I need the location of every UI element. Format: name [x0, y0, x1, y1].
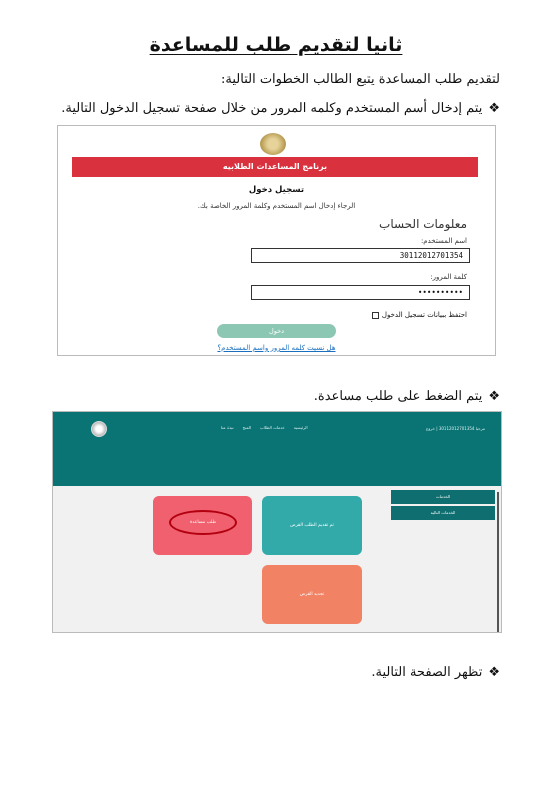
portal-nav — [221, 425, 308, 430]
login-hint: الرجاء إدخال اسم المستخدم وكلمة المرور الخاصة بك. — [197, 202, 356, 210]
password-label: كلمة المرور: — [430, 273, 467, 281]
help-request-label: طلب مساعدة — [169, 510, 237, 535]
diamond-bullet-icon: ❖ — [488, 101, 500, 116]
forgot-password-link[interactable]: هل نسيت كلمه المرور واسم المستخدم؟ — [217, 344, 336, 352]
login-banner: برنامج المساعدات الطلابيه — [72, 157, 478, 177]
diamond-bullet-icon: ❖ — [488, 665, 500, 680]
loan-renew-card[interactable]: تجديد القرض — [262, 565, 362, 624]
nav-item-grants[interactable]: المنح — [242, 425, 252, 430]
login-heading: تسجيل دخول — [248, 185, 305, 195]
remember-me-checkbox[interactable] — [372, 312, 379, 319]
password-field[interactable]: •••••••••• — [251, 285, 470, 300]
step-1 — [61, 101, 500, 116]
intro-text: لتقديم طلب المساعدة يتبع الطالب الخطوات التالية: — [221, 72, 500, 87]
account-info-heading: معلومات الحساب — [379, 217, 467, 231]
side-item-next[interactable]: الخدمات التالية — [391, 506, 495, 520]
step-2-text: يتم الضغط على طلب مساعدة. — [313, 389, 483, 404]
username-field[interactable]: 30112012701354 — [251, 248, 470, 263]
remember-me-label: احتفظ ببيانات تسجيل الدخول — [381, 311, 467, 319]
help-request-card[interactable] — [153, 496, 252, 555]
login-button[interactable]: دخول — [217, 324, 336, 338]
portal-header — [53, 412, 501, 486]
diamond-bullet-icon: ❖ — [488, 389, 500, 404]
username-label: اسم المستخدم: — [420, 237, 467, 245]
login-screenshot — [57, 125, 496, 356]
loan-status-card[interactable]: تم تقديم الطلب القرض — [262, 496, 362, 555]
nav-item-home[interactable]: الرئيسية — [293, 425, 308, 430]
nav-item-services[interactable]: خدمات الطلاب — [260, 425, 285, 430]
remember-me[interactable] — [372, 311, 467, 319]
university-logo-icon — [91, 421, 107, 437]
nav-item-about[interactable]: نبذة عنا — [221, 425, 234, 430]
side-item-services[interactable]: الخدمات — [391, 490, 495, 504]
step-2 — [314, 389, 500, 404]
step-1-text: يتم إدخال أسم المستخدم وكلمه المرور من خلال صفحة تسجيل الدخول التالية. — [61, 101, 483, 116]
scrollbar[interactable] — [497, 492, 499, 632]
document-title: ثانيا لتقديم طلب للمساعدة — [149, 34, 403, 56]
user-info: مرحبا 30112012701354 | خروج — [425, 426, 485, 431]
step-3 — [371, 665, 500, 680]
university-logo-icon — [260, 133, 286, 155]
step-3-text: تظهر الصفحة التالية. — [371, 665, 483, 680]
portal-screenshot — [52, 411, 502, 633]
